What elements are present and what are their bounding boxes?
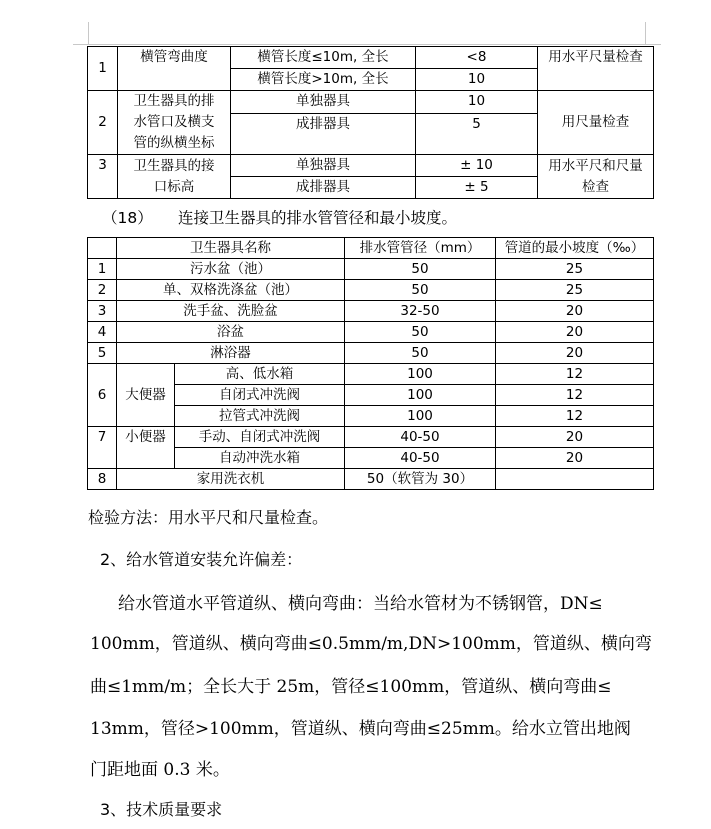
min-slope: 20: [496, 427, 654, 448]
check-method-line: 用水平尺和尺量: [548, 157, 643, 174]
row-number: 1: [88, 47, 118, 91]
allowed-value: ± 5: [416, 177, 538, 199]
min-slope: 12: [496, 364, 654, 385]
table-row: [88, 155, 654, 177]
check-method: 用尺量检查: [538, 91, 654, 155]
caption-text: 连接卫生器具的排水管管径和最小坡度。: [178, 209, 458, 227]
fixture-name: 单、双格洗涤盆（池）: [117, 280, 345, 301]
pipe-diameter: 100: [345, 406, 496, 427]
row-number: 6: [88, 364, 117, 427]
min-slope: 20: [496, 448, 654, 469]
allowed-value: <8: [416, 47, 538, 69]
min-slope: 12: [496, 385, 654, 406]
page-margin-marker: [88, 22, 646, 44]
row-number: 5: [88, 343, 117, 364]
fixture-name: 家用洗衣机: [117, 469, 345, 490]
allowed-value: ± 10: [416, 155, 538, 177]
table-row: [88, 427, 654, 448]
row-number: 8: [88, 469, 117, 490]
item-name-line: 水管口及横支: [133, 114, 215, 130]
sub-item: 横管长度≤10m, 全长: [231, 47, 416, 69]
sub-item: 成排器具: [231, 114, 416, 155]
item-name-line: 管的纵横坐标: [133, 135, 215, 151]
min-slope: 20: [496, 301, 654, 322]
row-number: 3: [88, 301, 117, 322]
fixture-name: 浴盆: [117, 322, 345, 343]
allowed-value: 5: [416, 114, 538, 155]
pipe-diameter: 50: [345, 322, 496, 343]
item-name: 横管弯曲度: [118, 47, 231, 91]
table-row: [88, 280, 654, 301]
row-number: 1: [88, 259, 117, 280]
fixture-group: 小便器: [117, 427, 175, 469]
item-name-line: 卫生器具的排: [133, 93, 215, 109]
check-method-line: 检查: [582, 178, 609, 195]
sub-item: 横管长度>10m, 全长: [231, 69, 416, 91]
check-method: [538, 155, 654, 199]
table-header-row: [88, 238, 654, 259]
table-row: [88, 469, 654, 490]
fixture-name: 洗手盆、洗脸盆: [117, 301, 345, 322]
pipe-diameter: 50（软管为 30）: [345, 469, 496, 490]
body-line: 曲≤1mm/m；全长大于 25m，管径≤100mm，管道纵、横向弯曲≤: [90, 677, 612, 697]
item-name-line: 口标高: [153, 178, 195, 195]
item-name: [118, 91, 231, 155]
pipe-diameter: 50: [345, 259, 496, 280]
pipe-diameter: 50: [345, 280, 496, 301]
row-number: 7: [88, 427, 117, 469]
pipe-diameter: 100: [345, 364, 496, 385]
pipe-diameter: 100: [345, 385, 496, 406]
fixture-name: 手动、自闭式冲洗阀: [175, 427, 345, 448]
item-name-line: 卫生器具的接: [133, 157, 215, 174]
pipe-diameter: 32-50: [345, 301, 496, 322]
section-heading-2: 2、给水管道安装允许偏差：: [100, 550, 303, 569]
body-line: 门距地面 0.3 米。: [90, 760, 230, 780]
min-slope: [496, 469, 654, 490]
min-slope: 20: [496, 322, 654, 343]
column-header: 排水管管径（mm）: [345, 238, 496, 259]
fixture-group: 大便器: [117, 364, 175, 427]
body-line: 给水管道水平管道纵、横向弯曲：当给水管材为不锈钢管，DN≤: [118, 594, 603, 614]
allowed-value: 10: [416, 91, 538, 114]
allowed-value: 10: [416, 69, 538, 91]
caption-number: （18）: [102, 209, 153, 227]
table-row: [88, 343, 654, 364]
body-line: 13mm，管径>100mm，管道纵、横向弯曲≤25mm。给水立管出地阀: [90, 719, 631, 739]
drain-pipe-table: [87, 237, 654, 490]
pipe-diameter: 40-50: [345, 448, 496, 469]
section-heading-3: 3、技术质量要求: [100, 800, 223, 819]
pipe-diameter: 40-50: [345, 427, 496, 448]
deviation-table: [87, 46, 654, 199]
fixture-name: 污水盆（池）: [117, 259, 345, 280]
sub-item: 成排器具: [231, 177, 416, 199]
table-caption: [102, 206, 457, 230]
row-number: 4: [88, 322, 117, 343]
sub-item: 单独器具: [231, 91, 416, 114]
min-slope: 25: [496, 259, 654, 280]
row-number: 3: [88, 155, 118, 199]
pipe-diameter: 50: [345, 343, 496, 364]
row-number: 2: [88, 91, 118, 155]
inspection-method: 检验方法：用水平尺和尺量检查。: [88, 508, 329, 527]
fixture-name: 淋浴器: [117, 343, 345, 364]
check-method: 用水平尺量检查: [538, 47, 654, 91]
min-slope: 25: [496, 280, 654, 301]
table-row: [88, 322, 654, 343]
min-slope: 12: [496, 406, 654, 427]
item-name: [118, 155, 231, 199]
min-slope: 20: [496, 343, 654, 364]
fixture-name: 自动冲洗水箱: [175, 448, 345, 469]
table-row: [88, 301, 654, 322]
row-number: 2: [88, 280, 117, 301]
fixture-name: 高、低水箱: [175, 364, 345, 385]
fixture-name: 自闭式冲洗阀: [175, 385, 345, 406]
fixture-name: 拉管式冲洗阀: [175, 406, 345, 427]
table-row: [88, 91, 654, 114]
sub-item: 单独器具: [231, 155, 416, 177]
column-header: 卫生器具名称: [117, 238, 345, 259]
column-header: 管道的最小坡度（‰）: [496, 238, 654, 259]
table-row: [88, 47, 654, 69]
table-row: [88, 259, 654, 280]
body-line: 100mm，管道纵、横向弯曲≤0.5mm/m,DN>100mm，管道纵、横向弯: [90, 634, 652, 654]
table-row: [88, 364, 654, 385]
